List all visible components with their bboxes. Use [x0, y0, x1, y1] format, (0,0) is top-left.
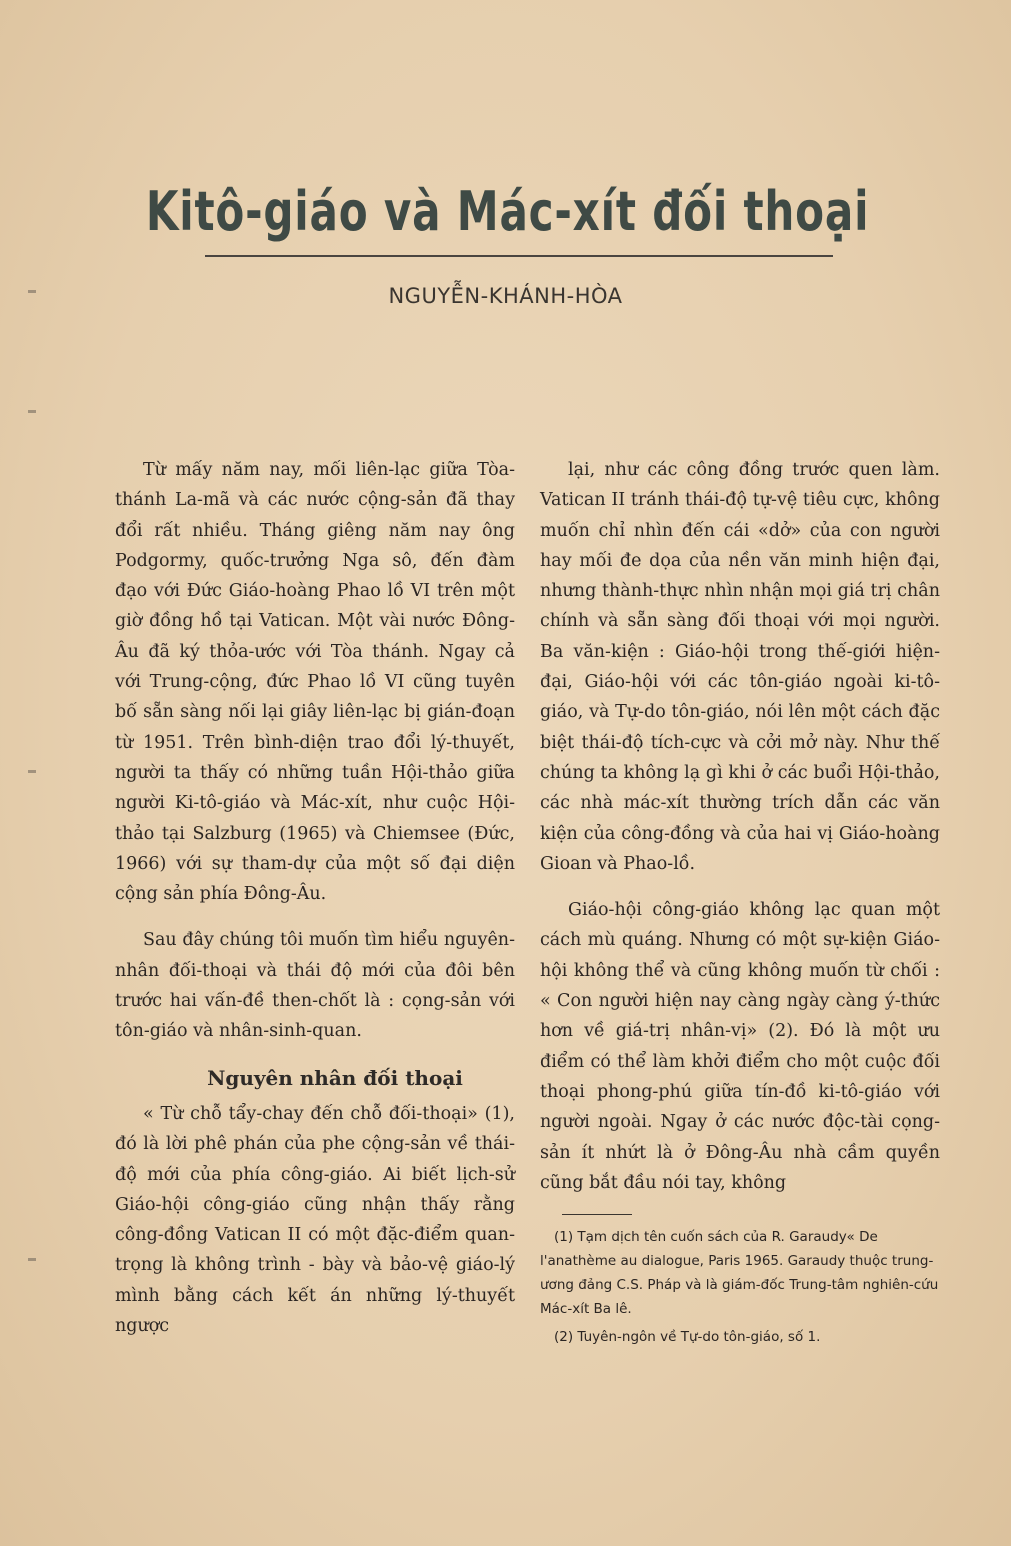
- footnote-rule: [562, 1214, 632, 1215]
- article-title: Kitô-giáo và Mác-xít đối thoại: [145, 180, 870, 243]
- paragraph: Sau đây chúng tôi muốn tìm hiểu nguyên-nhân đối-thoại và thái độ mới của đôi bên trước hai vấn-đề then-chốt là : cọng-sản với tôn-giáo và nhân-sinh-quan.: [115, 930, 515, 1042]
- footnote: (2) Tuyên-ngôn về Tự-do tôn-giáo, số 1.: [554, 1329, 821, 1346]
- footnote: (1) Tạm dịch tên cuốn sách của R. Garaudy« De l'anathème au dialogue, Paris 1965. Garaudy thuộc trung-ương đảng C.S. Pháp và là giám-đốc Trung-tâm nghiên-cứu Mác-xít Ba lê.: [540, 1229, 939, 1318]
- paragraph: lại, như các công đồng trước quen làm. Vatican II tránh thái-độ tự-vệ tiêu cực, không muốn chỉ nhìn đến cái «dở» của con người hay mối đe dọa của nền văn minh hiện đại, nhưng thành-thực nhìn nhận mọi giá trị chân chính và sẵn sàng đối thoại với mọi người. Ba văn-kiện : Giáo-hội trong thế-giới hiện-đại, Giáo-hội với các tôn-giáo ngoài ki-tô-giáo, và Tự-do tôn-giáo, nói lên một cách đặc biệt thái-độ tích-cực và cởi mở này. Như thế chúng ta không lạ gì khi ở các buổi Hội-thảo, các nhà mác-xít thường trích dẫn các văn kiện của công-đồng và của hai vị Giáo-hoàng Gioan và Phao-lồ.: [540, 460, 940, 874]
- footnotes: [540, 1214, 940, 1349]
- article-author: NGUYỄN-KHÁNH-HÒA: [388, 284, 623, 308]
- page-edge-mark: [28, 1258, 36, 1261]
- title-underline: [205, 255, 833, 257]
- right-column: [540, 455, 940, 1353]
- paragraph: « Từ chỗ tẩy-chay đến chỗ đối-thoại» (1), đó là lời phê phán của phe cộng-sản về thái-độ mới của phía công-giáo. Ai biết lịch-sử Giáo-hội công-giáo cũng nhận thấy rằng công-đồng Vatican II có một đặc-điểm quan-trọng là không trình - bày và bảo-vệ giáo-lý mình bằng cách kết án những lý-thuyết ngược: [115, 1103, 515, 1337]
- left-column: [115, 455, 515, 1357]
- page-edge-mark: [28, 410, 36, 413]
- paragraph: Từ mấy năm nay, mối liên-lạc giữa Tòa-thánh La-mã và các nước cộng-sản đã thay đổi rất nhiều. Tháng giêng năm nay ông Podgormy, quốc-trưởng Nga sô, đến đàm đạo với Đức Giáo-hoàng Phao lồ VI trên một giờ đồng hồ tại Vatican. Một vài nước Đông-Âu đã ký thỏa-ước với Tòa thánh. Ngay cả với Trung-cộng, đức Phao lồ VI cũng tuyên bố sẵn sàng nối lại giây liên-lạc bị gián-đoạn từ 1951. Trên bình-diện trao đổi lý-thuyết, người ta thấy có những tuần Hội-thảo giữa người Ki-tô-giáo và Mác-xít, như cuộc Hội-thảo tại Salzburg (1965) và Chiemsee (Đức, 1966) với sự tham-dự của một số đại diện cộng sản phía Đông-Âu.: [115, 460, 515, 905]
- paragraph: Giáo-hội công-giáo không lạc quan một cách mù quáng. Nhưng có một sự-kiện Giáo-hội không thể và cũng không muốn từ chối : « Con người hiện nay càng ngày càng ý-thức hơn về giá-trị nhân-vị» (2). Đó là một ưu điểm có thể làm khởi điểm cho một cuộc đối thoại phong-phú giữa tín-đồ ki-tô-giáo với người ngoài. Ngay ở các nước độc-tài cọng-sản ít nhứt là ở Đông-Âu nhà cầm quyền cũng bắt đầu nói tay, không: [540, 900, 940, 1193]
- section-heading: Nguyên nhân đối thoại: [207, 1065, 463, 1090]
- page-edge-mark: [28, 770, 36, 773]
